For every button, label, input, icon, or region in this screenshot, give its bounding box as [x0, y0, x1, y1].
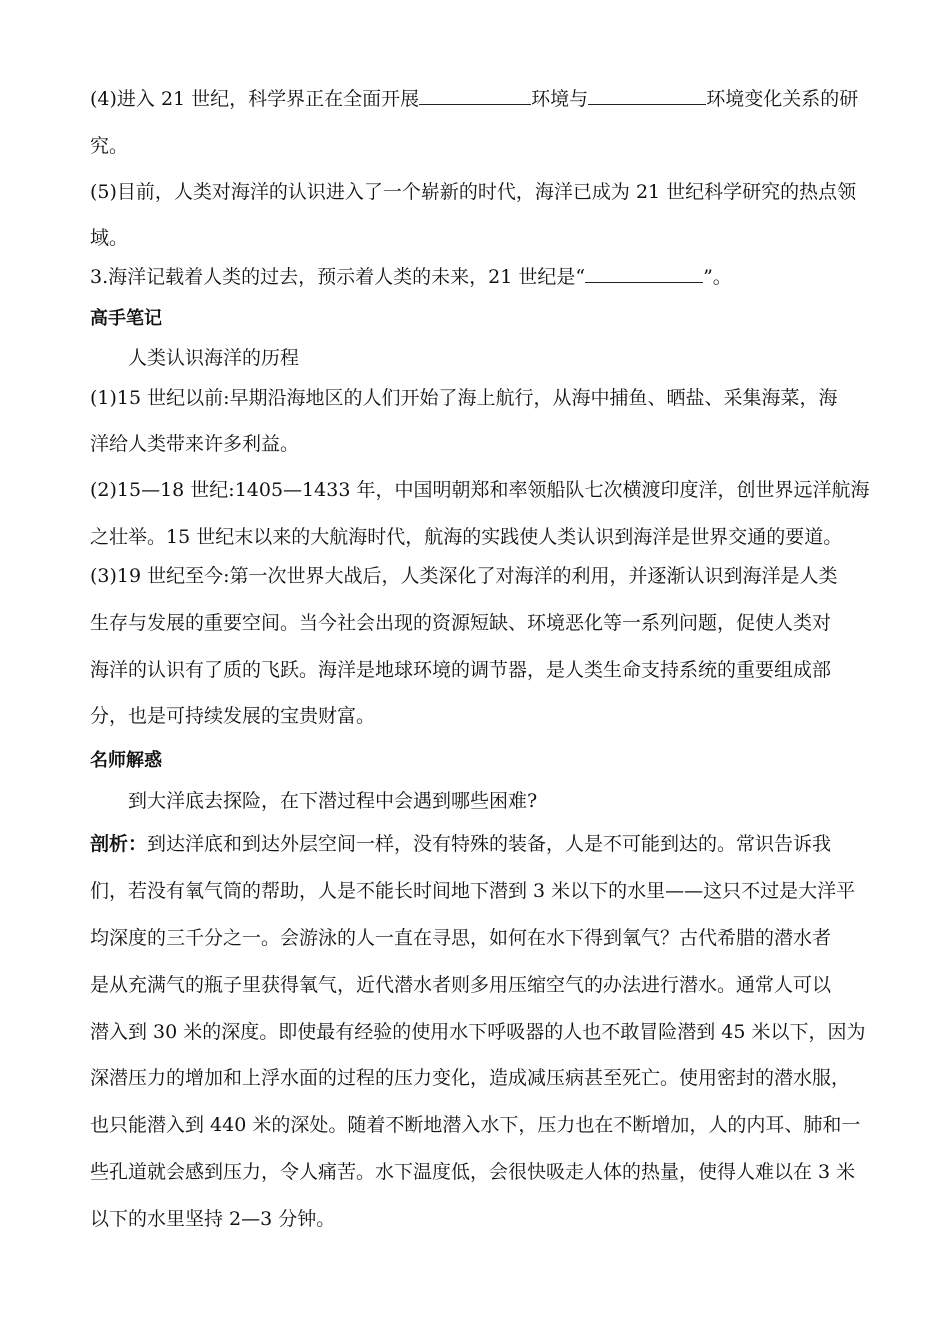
analysis-line-5: 潜入到 30 米的深度。即使最有经验的使用水下呼吸器的人也不敢冒险潜到 45 米以下，因为: [90, 1021, 866, 1043]
question-4-line-1: [90, 86, 858, 111]
notes-line-5: (3)19 世纪至今:第一次世界大战后，人类深化了对海洋的利用，并逐渐认识到海洋是人类: [90, 565, 838, 587]
analysis-line-7: 也只能潜入到 440 米的深处。随着不断地潜入水下，压力也在不断增加，人的内耳、肺和一: [90, 1114, 861, 1136]
teacher-question: 到大洋底去探险，在下潜过程中会遇到哪些困难?: [128, 790, 538, 812]
question-3-line: [90, 264, 732, 289]
question-3-text-a: 3.海洋记载着人类的过去，预示着人类的未来，21 世纪是“: [90, 266, 586, 288]
question-4-line-2: 究。: [90, 135, 129, 157]
analysis-line-6: 深潜压力的增加和上浮水面的过程的压力变化，造成减压病甚至死亡。使用密封的潜水服，: [90, 1067, 851, 1089]
notes-line-3: (2)15—18 世纪:1405—1433 年，中国明朝郑和率领船队七次横渡印度洋，创世界远洋航海: [90, 479, 870, 501]
notes-line-4: 之壮举。15 世纪末以来的大航海时代，航海的实践使人类认识到海洋是世界交通的要道。: [90, 526, 843, 548]
notes-title: 人类认识海洋的历程: [128, 347, 300, 369]
question-4-text-a: (4)进入 21 世纪，科学界正在全面开展: [90, 88, 420, 110]
question-4-text-c: 环境变化关系的研: [706, 88, 859, 110]
analysis-line-3: 均深度的三千分之一。会游泳的人一直在寻思，如何在水下得到氧气？古代希腊的潜水者: [90, 927, 832, 949]
analysis-first-text: 到达洋底和到达外层空间一样，没有特殊的装备，人是不可能到达的。常识告诉我: [147, 833, 832, 855]
fill-blank-3[interactable]: [585, 264, 703, 283]
analysis-line-8: 些孔道就会感到压力，令人痛苦。水下温度低，会很快吸走人体的热量，使得人难以在 3 米: [90, 1161, 856, 1183]
question-4-text-b: 环境与: [531, 88, 589, 110]
notes-line-1: (1)15 世纪以前:早期沿海地区的人们开始了海上航行，从海中捕鱼、晒盐、采集海菜，海: [90, 387, 838, 409]
analysis-line-4: 是从充满气的瓶子里获得氧气，近代潜水者则多用压缩空气的办法进行潜水。通常人可以: [90, 974, 832, 996]
teacher-heading: 名师解惑: [90, 750, 162, 771]
fill-blank-1[interactable]: [419, 86, 531, 105]
notes-line-6: 生存与发展的重要空间。当今社会出现的资源短缺、环境恶化等一系列问题，促使人类对: [90, 612, 832, 634]
notes-line-2: 洋给人类带来许多利益。: [90, 433, 300, 455]
notes-heading: 高手笔记: [90, 308, 162, 329]
question-5-line-1: (5)目前，人类对海洋的认识进入了一个崭新的时代，海洋已成为 21 世纪科学研究的热点领: [90, 181, 857, 203]
analysis-line-9: 以下的水里坚持 2—3 分钟。: [90, 1208, 336, 1230]
analysis-label: 剖析：: [90, 833, 148, 855]
analysis-line-2: 们，若没有氧气筒的帮助，人是不能长时间地下潜到 3 米以下的水里——这只不过是大洋平: [90, 880, 856, 902]
question-5-line-2: 域。: [90, 227, 129, 249]
question-3-text-b: ”。: [703, 266, 732, 288]
notes-line-7: 海洋的认识有了质的飞跃。海洋是地球环境的调节器，是人类生命支持系统的重要组成部: [90, 659, 832, 681]
notes-line-8: 分，也是可持续发展的宝贵财富。: [90, 705, 376, 727]
analysis-line-1: [90, 832, 831, 856]
fill-blank-2[interactable]: [588, 86, 706, 105]
